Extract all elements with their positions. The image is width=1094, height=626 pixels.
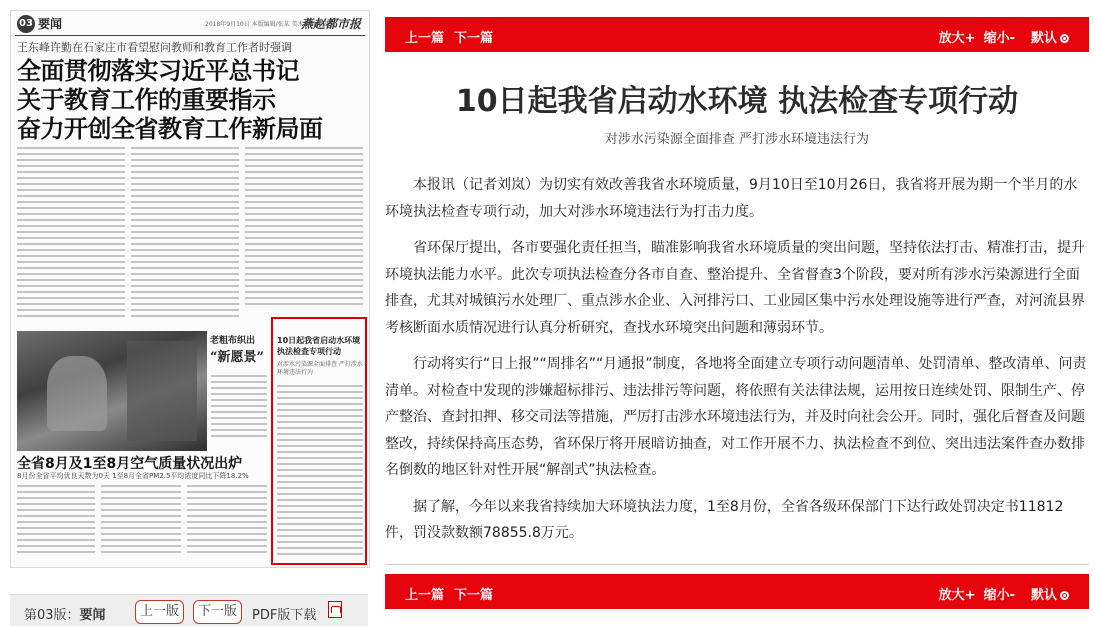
zoom-in-button[interactable]: 放大+ [938, 588, 976, 603]
lead-story-title[interactable] [17, 57, 363, 144]
current-page-label [24, 604, 106, 623]
article-paragraph: 省环保厅提出，各市要强化责任担当，瞄准影响我省水环境质量的突出问题，坚持依法打击、精准打击，提升环境执法能力水平。此次专项执法检查分各市自查、整治提升、全省督查3个阶段，要对所有涉水污染源进行全面排查，尤其对城镇污水处理厂、重点涉水企业、入河排污口、工业园区集中污水处理设施等进行严查，对河流县界考核断面水质情况进行认真分析研究，查找水环境突出问题和薄弱环节。 [385, 240, 1085, 336]
page-navigation [10, 594, 368, 626]
feature-title-small: 老粗布织出 [210, 336, 256, 346]
default-size-label: 默认 [1030, 588, 1057, 603]
prev-article-button[interactable]: 上一篇 [405, 588, 445, 603]
feature-story[interactable] [210, 333, 270, 365]
text-column [187, 485, 267, 557]
lead-title-line: 全面贯彻落实习近平总书记 [17, 57, 299, 85]
article-paragraph: 据了解，今年以来我省持续加大环境执法力度，1至8月份，全省各级环保部门下达行政处罚决定书11812件，罚没款数额78855.8万元。 [385, 498, 1064, 541]
feature-title-big: “新愿景” [210, 350, 264, 365]
article-paragraph: 本报讯（记者刘岚）为切实有效改善我省水环境质量，9月10日至10月26日，我省将开展为期一个半月的水环境执法检查专项行动，加大对涉水环境违法行为打击力度。 [385, 177, 1078, 220]
article-title: 10日起我省启动水环境 执法检查专项行动 [455, 84, 1019, 119]
reset-circle-icon [1060, 34, 1069, 43]
air-quality-story-subtitle: 8月份全省平均优良天数为0天 1至8月全省PM2.5平均浓度同比下降18.2% [17, 472, 249, 480]
page-label-prefix: 第03版： [24, 608, 80, 623]
article-subtitle: 对涉水污染源全面排查 严打涉水环境违法行为 [604, 132, 870, 147]
zoom-in-button[interactable]: 放大+ [938, 31, 976, 46]
text-column [17, 485, 95, 557]
article-toolbar-top [385, 17, 1089, 52]
text-column [131, 147, 239, 321]
default-size-label: 默认 [1030, 31, 1057, 46]
page-number-badge: 03 [17, 15, 35, 33]
text-column [211, 375, 267, 441]
reset-circle-icon [1060, 591, 1069, 600]
article-toolbar-bottom [385, 574, 1089, 609]
prev-article-button[interactable]: 上一篇 [405, 31, 445, 46]
air-quality-story-title[interactable]: 全省8月及1至8月空气质量状况出炉 [17, 456, 243, 472]
masthead-logo: 燕赵都市报 [300, 17, 361, 31]
article-paragraph: 行动将实行“日上报”“周排名”“月通报”制度，各地将全面建立专项行动问题清单、处罚清单、整改清单、问责清单。对检查中发现的涉嫌超标排污、违法排污等问题，将依照有关法律法规，运用按日连续处罚、限制生产、停产整治、查封扣押、移交司法等措施，严厉打击涉水环境违法行为，并及时向社会公开。同时，强化后督查及问题整改，持续保持高压态势，省环保厅将开展暗访抽查，对工作开展不力、执法检查不到位、突出违法案件查办数排名倒数的地区针对性开展“解剖式”执法检查。 [385, 356, 1087, 478]
highlighted-article-title: 10日起我省启动水环境执法检查专项行动 [277, 336, 361, 356]
lead-story-subtitle: 王东峰许勤在石家庄市看望慰问教师和教育工作者时强调 [17, 41, 292, 54]
page-section-label: 要闻 [38, 17, 63, 31]
default-size-button[interactable] [1023, 588, 1069, 603]
zoom-out-button[interactable]: 缩小- [983, 588, 1015, 603]
newspaper-page [15, 13, 365, 563]
text-column [101, 485, 181, 557]
page-thumbnail[interactable] [10, 10, 370, 568]
page-header [15, 13, 365, 36]
lead-title-line: 奋力开创全省教育工作新局面 [17, 115, 323, 143]
next-article-button[interactable]: 下一篇 [454, 31, 494, 46]
prev-page-button[interactable]: 上一版 [135, 600, 184, 624]
default-size-button[interactable] [1023, 31, 1069, 46]
divider [385, 564, 1089, 565]
zoom-out-button[interactable]: 缩小- [983, 31, 1015, 46]
news-photo[interactable] [17, 331, 207, 451]
next-article-button[interactable]: 下一篇 [454, 588, 494, 603]
lead-title-line: 关于教育工作的重要指示 [17, 86, 276, 114]
current-article-highlight[interactable] [271, 317, 367, 565]
highlighted-article-subtitle: 对涉水污染源全面排查 严打涉水环境违法行为 [277, 361, 363, 376]
text-column [17, 147, 125, 321]
page-date-line: 2018年9月10日 本版编辑/张某 美术编辑/某某某 [205, 21, 336, 28]
page-label-section: 要闻 [79, 608, 106, 623]
pdf-download-link[interactable]: PDF版下载 [252, 608, 317, 623]
next-page-button[interactable]: 下一版 [193, 600, 242, 624]
pdf-icon[interactable] [328, 601, 342, 618]
article-body [385, 172, 1089, 557]
text-column [245, 147, 363, 309]
text-column [277, 385, 363, 559]
